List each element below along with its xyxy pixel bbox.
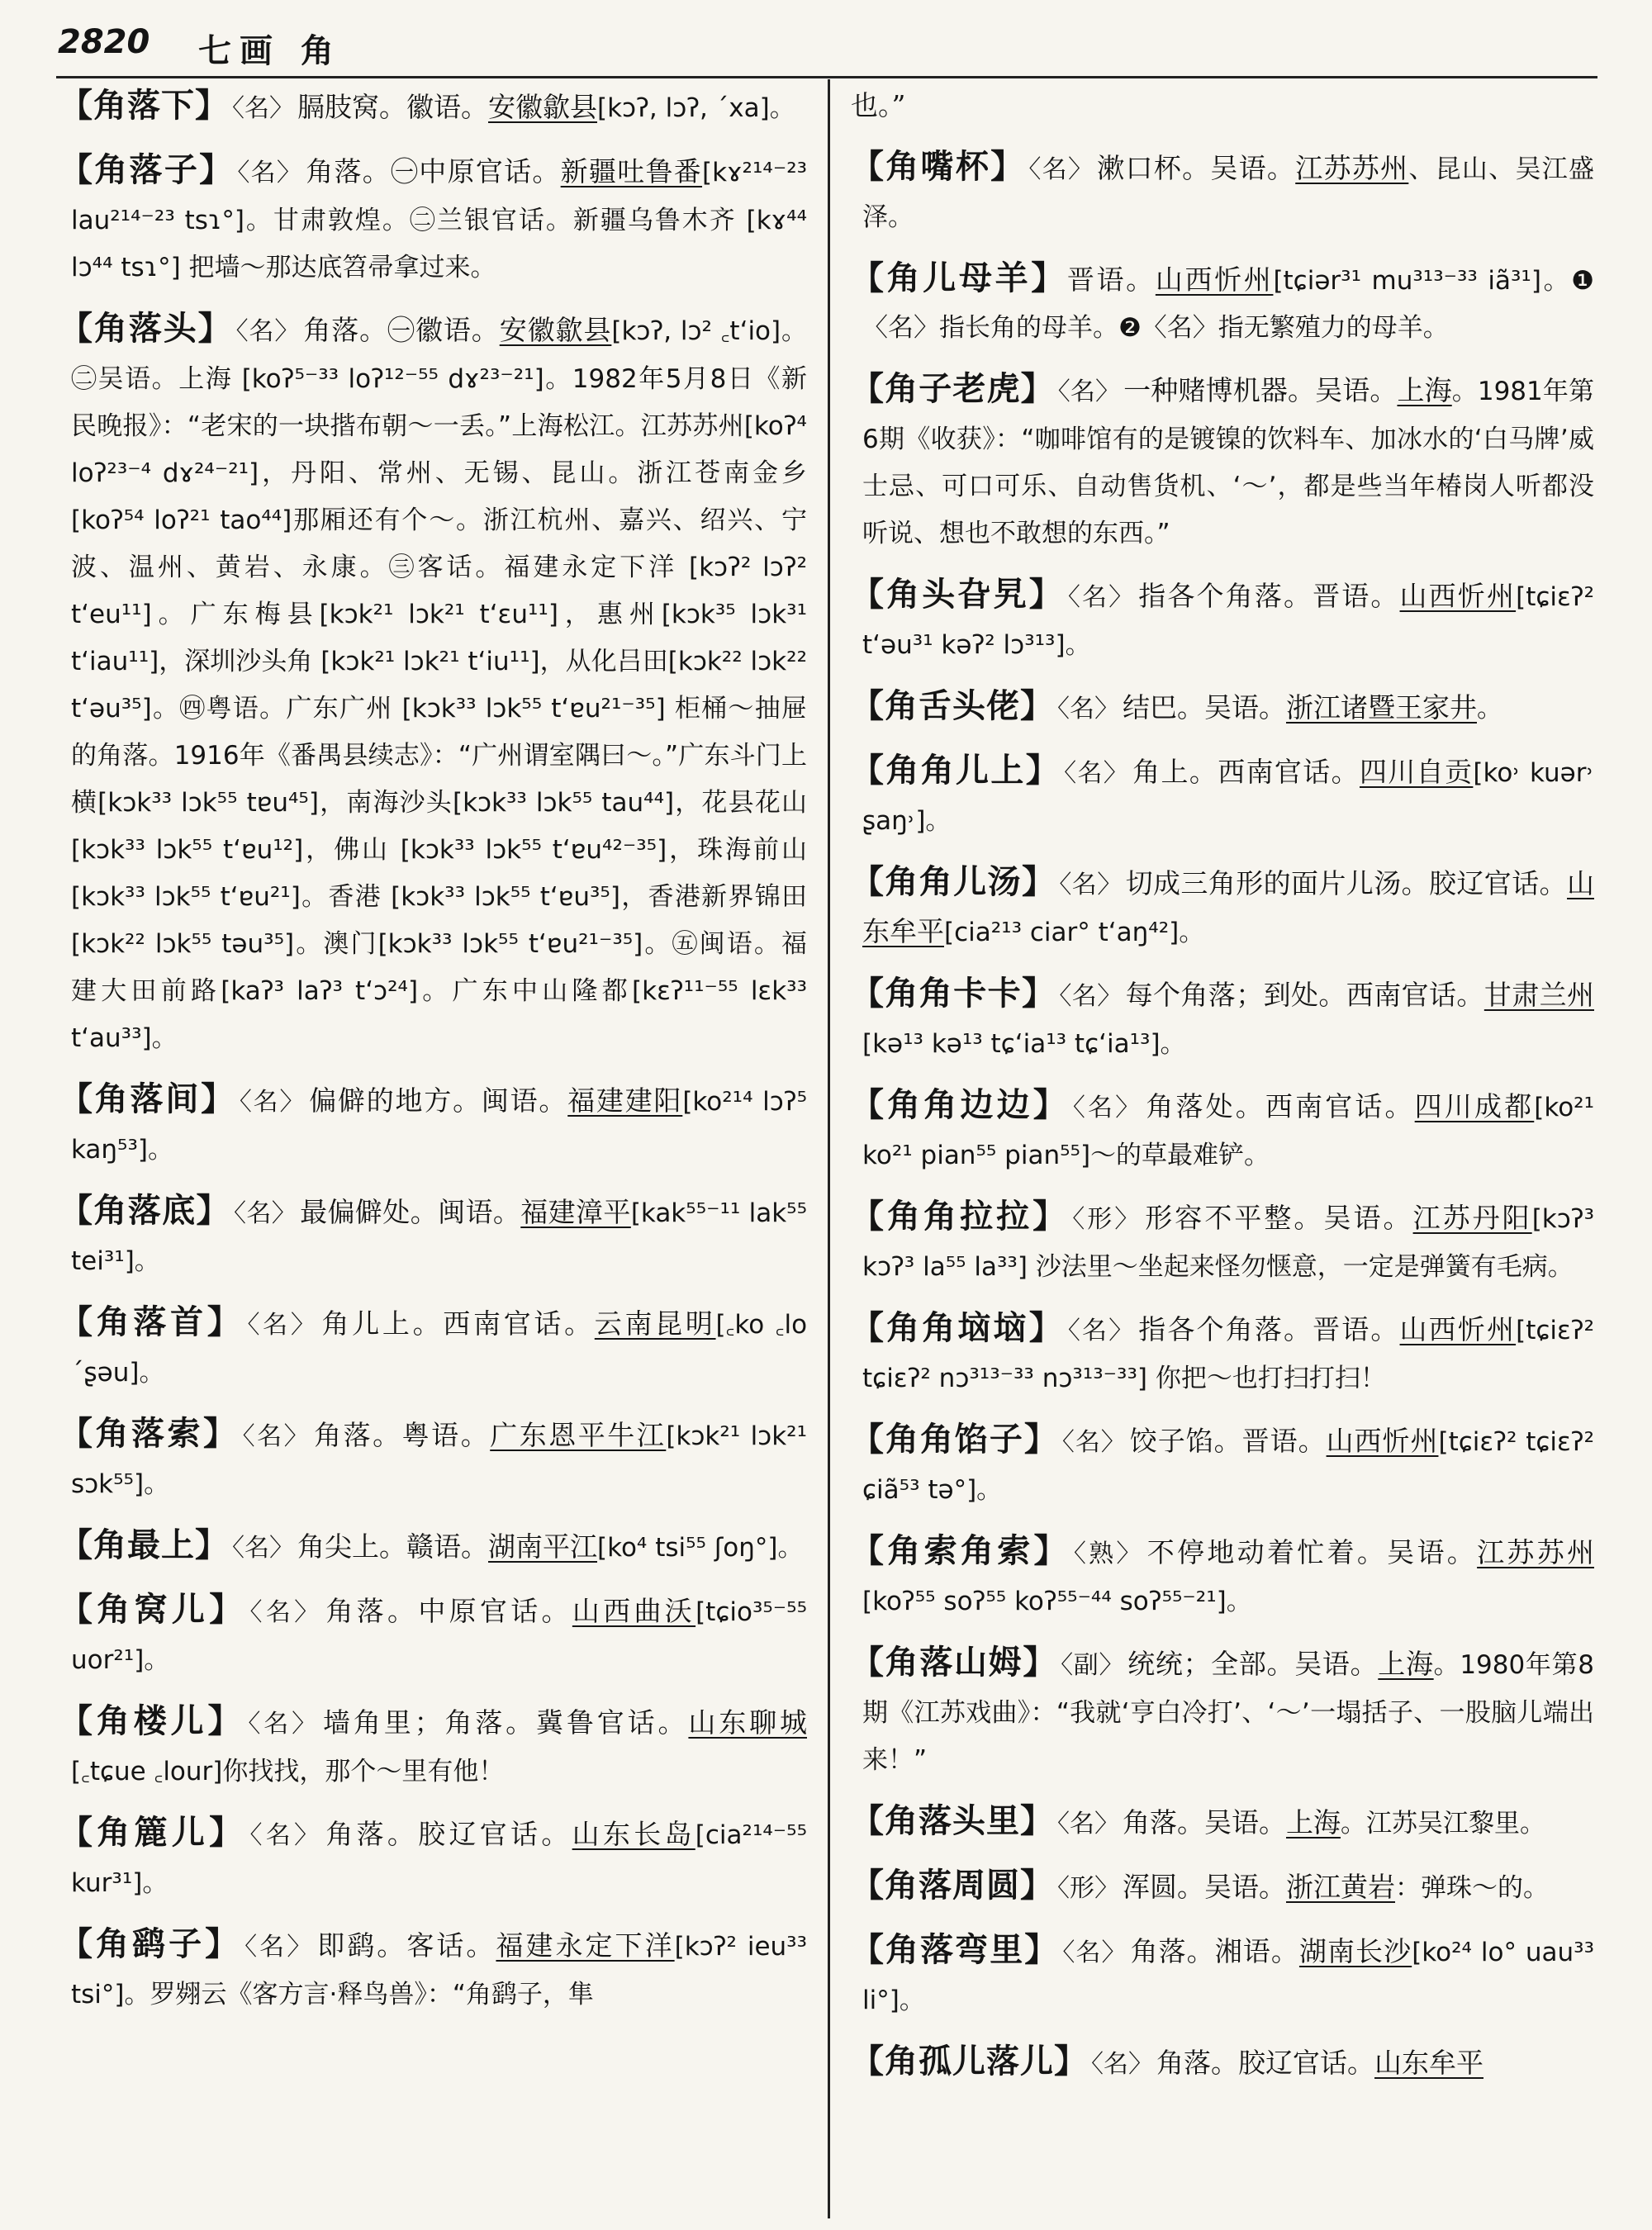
dictionary-entry	[59, 1522, 807, 1572]
entry-definition: 角上。西南官话。	[1132, 756, 1360, 788]
entry-headword: 【角落子】	[59, 151, 235, 189]
entry-definition: 也。”	[851, 89, 906, 121]
entry-pronunciation: 。	[1477, 694, 1502, 724]
entry-definition: 不停地动着忙着。吴语。	[1146, 1536, 1478, 1568]
entry-headword: 【角角边边】	[851, 1086, 1070, 1124]
dictionary-entry	[851, 1927, 1594, 2024]
entry-definition: 一种赌博机器。吴语。	[1123, 374, 1398, 406]
entry-pronunciation: [ko²⁴ lo° uau³³ li°]。	[862, 1938, 1594, 2015]
part-of-speech: 〈名〉	[235, 317, 301, 346]
dialect-location: 四川自贡	[1359, 756, 1474, 788]
entry-definition: 结巴。吴语。	[1123, 691, 1286, 724]
entry-pronunciation: 、昆山、吴江盛泽。	[862, 154, 1594, 232]
dictionary-entry	[59, 1698, 807, 1795]
dictionary-entry	[851, 683, 1594, 733]
entry-definition: 角落处。西南官话。	[1146, 1090, 1415, 1122]
entry-definition: 最偏僻处。闽语。	[300, 1196, 521, 1228]
dialect-location: 新疆吐鲁番	[560, 155, 703, 187]
entry-definition: 饺子馅。晋语。	[1129, 1425, 1327, 1457]
dictionary-entry	[59, 147, 807, 291]
entry-pronunciation: [kak⁵⁵⁻¹¹ lak⁵⁵ tei³¹]。	[71, 1198, 807, 1276]
entry-headword: 【角窝儿】	[59, 1591, 247, 1629]
dictionary-entry	[851, 970, 1594, 1067]
entry-headword: 【角簏儿】	[59, 1814, 247, 1852]
part-of-speech: 〈形〉	[1057, 1874, 1119, 1903]
entry-pronunciation: [kɔʔ³ kɔʔ³ la⁵⁵ la³³] 沙法里～坐起来怪勿惬意，一定是弹簧有毛病。	[862, 1204, 1594, 1282]
dialect-location: 湖南平江	[488, 1530, 597, 1563]
entry-headword: 【角落山姆】	[851, 1644, 1058, 1682]
entry-pronunciation: [kə¹³ kə¹³ tɕʻia¹³ tɕʻia¹³]。	[862, 1029, 1186, 1059]
entry-pronunciation: [cia²¹⁴⁻⁵⁵ kur³¹]。	[71, 1820, 807, 1898]
dictionary-entry	[59, 1587, 807, 1683]
dictionary-entry	[59, 1299, 807, 1396]
entry-definition: 偏僻的地方。闽语。	[309, 1084, 568, 1117]
dialect-location: 浙江黄岩	[1286, 1871, 1395, 1903]
entry-pronunciation: [tɕiər³¹ mu³¹³⁻³³ iã³¹]。❶〈名〉指长角的母羊。❷〈名〉指无繁殖力的母羊。	[862, 266, 1594, 343]
dictionary-entry	[851, 2038, 1594, 2088]
entry-headword: 【角落弯里】	[851, 1931, 1060, 1969]
entry-pronunciation: [kɔʔ, lɔ² ꜀tʻio]。㊁吴语。上海 [koʔ⁵⁻³³ loʔ¹²⁻⁵⁵ dɤ²³⁻²¹]。1982年5月8日《新民晚报》：“老宋的一块揩布朝～一丢。”上海松江。江苏苏州[koʔ⁴ loʔ²³⁻⁴ dɤ²⁴⁻²¹]，丹阳、常州、无锡、昆山。浙江苍南金乡 [koʔ⁵⁴ loʔ²¹ tao⁴⁴]那厢还有个～。浙江杭州、嘉兴、绍兴、宁波、温州、黄岩、永康。㊂客话。福建永定下洋 [kɔʔ² lɔʔ² tʻeu¹¹]。广东梅县[kɔk²¹ lɔk²¹ tʻɛu¹¹]，惠州[kɔk³⁵ lɔk³¹ tʻiau¹¹]，深圳沙头角 [kɔk²¹ lɔk²¹ tʻiu¹¹]，从化吕田[kɔk²² lɔk²² tʻəu³⁵]。㊃粤语。广东广州 [kɔk³³ lɔk⁵⁵ tʻɐu²¹⁻³⁵] 柜桶～抽屉的角落。1916年《番禺县续志》：“广州谓室隅曰～。”广东斗门上横[kɔk³³ lɔk⁵⁵ tɐu⁴⁵]，南海沙头[kɔk³³ lɔk⁵⁵ tau⁴⁴]，花县花山[kɔk³³ lɔk⁵⁵ tʻɐu¹²]，佛山 [kɔk³³ lɔk⁵⁵ tʻɐu⁴²⁻³⁵]，珠海前山 [kɔk³³ lɔk⁵⁵ tʻɐu²¹]。香港 [kɔk³³ lɔk⁵⁵ tʻɐu³⁵]，香港新界锦田 [kɔk²² lɔk⁵⁵ təu³⁵]。澳门[kɔk³³ lɔk⁵⁵ tʻɐu²¹⁻³⁵]。㊄闽语。福建大田前路[kaʔ³ laʔ³ tʻɔ²⁴]。广东中山隆都[kɛʔ¹¹⁻⁵⁵ lɛk³³ tʻau³³]。	[71, 316, 807, 1053]
dialect-location: 山西忻州	[1399, 1313, 1517, 1345]
entry-definition: 角儿上。西南官话。	[321, 1307, 595, 1340]
entry-pronunciation: 。江苏吴江黎里。	[1341, 1809, 1545, 1839]
part-of-speech: 〈名〉	[1059, 982, 1123, 1011]
entry-headword: 【角鹞子】	[59, 1925, 242, 1963]
entry-definition: 角落。胶辽官话。	[325, 1818, 572, 1850]
dialect-location: 山西忻州	[1399, 580, 1517, 612]
entry-pronunciation: [tɕiɛʔ² tɕiɛʔ² ɕiã⁵³ tə°]。	[862, 1427, 1594, 1505]
dialect-location: 广东恩平牛江	[490, 1419, 667, 1451]
entry-definition: 指各个角落。晋语。	[1138, 1313, 1400, 1345]
dialect-location: 甘肃兰州	[1483, 979, 1594, 1011]
dictionary-entry	[851, 572, 1594, 668]
entry-pronunciation: [koʔ⁵⁵ soʔ⁵⁵ koʔ⁵⁵⁻⁴⁴ soʔ⁵⁵⁻²¹]。	[862, 1587, 1252, 1616]
entry-definition: 晋语。	[1066, 263, 1156, 296]
dialect-location: 江苏苏州	[1477, 1536, 1594, 1568]
entry-definition: 即鹞。客话。	[317, 1929, 496, 1962]
entry-pronunciation: [tɕio³⁵⁻⁵⁵ uor²¹]。	[71, 1597, 807, 1675]
entry-headword: 【角落头里】	[851, 1802, 1054, 1840]
part-of-speech: 〈名〉	[249, 1821, 323, 1850]
dictionary-entry	[851, 144, 1594, 240]
dialect-location: 山东长岛	[572, 1818, 695, 1850]
part-of-speech: 〈名〉	[237, 159, 303, 187]
header-rule	[56, 76, 1597, 78]
entry-pronunciation: [cia²¹³ ciar° tʻaŋ⁴²]。	[944, 918, 1205, 947]
dictionary-entry	[59, 1076, 807, 1173]
dictionary-entry	[851, 1193, 1594, 1290]
page-header	[58, 18, 1594, 73]
entry-definition: 统统；全部。吴语。	[1127, 1648, 1379, 1680]
entry-headword: 【角最上】	[59, 1526, 229, 1564]
entry-definition: 角落。㊀徽语。	[303, 314, 500, 346]
left-column	[59, 83, 807, 2222]
entry-headword: 【角落索】	[59, 1415, 240, 1453]
dialect-location: 山东牟平	[862, 867, 1594, 947]
part-of-speech: 〈名〉	[244, 1933, 315, 1962]
entry-definition: 角落。中原官话。	[325, 1595, 572, 1627]
entry-pronunciation: 。1980年第8期《江苏戏曲》：“我就‘亨白冷打’、‘～’一塌括子、一股脑儿端出来！”	[862, 1650, 1594, 1775]
dictionary-entry	[851, 859, 1594, 956]
dialect-location: 湖南长沙	[1298, 1935, 1412, 1967]
entry-headword: 【角落底】	[59, 1192, 230, 1230]
part-of-speech: 〈名〉	[233, 1199, 297, 1228]
dialect-location: 山西忻州	[1326, 1425, 1439, 1457]
entry-definition: 墙角里；角落。冀鲁官话。	[322, 1706, 689, 1739]
dictionary-entry	[851, 1639, 1594, 1783]
entry-headword: 【角楼儿】	[59, 1702, 245, 1740]
entry-definition: 膈肢窝。徽语。	[297, 91, 488, 123]
part-of-speech: 〈名〉	[1057, 1810, 1119, 1839]
dialect-location: 安徽歙县	[488, 91, 597, 123]
entry-pronunciation: [kɤ²¹⁴⁻²³ lau²¹⁴⁻²³ tsɿ°]。甘肃敦煌。㊁兰银官话。新疆乌鲁木齐 [kɤ⁴⁴ lɔ⁴⁴ tsɿ°] 把墙～那达底笤帚拿过来。	[71, 158, 807, 282]
part-of-speech: 〈名〉	[249, 1598, 323, 1627]
dialect-location: 云南昆明	[594, 1307, 716, 1340]
dictionary-entry	[59, 1411, 807, 1507]
entry-definition: 形容不平整。吴语。	[1145, 1202, 1413, 1234]
dictionary-entry	[851, 1798, 1594, 1848]
dictionary-entry	[59, 83, 807, 132]
entry-headword: 【角角卡卡】	[851, 975, 1056, 1013]
entry-pronunciation: [꜀tɕue ꜀lour]你找找，那个～里有他！	[71, 1757, 505, 1786]
dialect-location: 山东聊城	[688, 1706, 807, 1739]
dictionary-entry	[851, 1862, 1594, 1912]
part-of-speech: 〈名〉	[1061, 1428, 1127, 1457]
right-column	[851, 83, 1594, 2222]
entry-headword: 【角角垴垴】	[851, 1309, 1065, 1347]
entry-definition: 角落。㊀中原官话。	[306, 155, 561, 187]
entry-headword: 【角落下】	[59, 87, 229, 125]
entry-headword: 【角落间】	[59, 1080, 236, 1118]
entry-headword: 【角角馅子】	[851, 1421, 1059, 1459]
entry-headword: 【角嘴杯】	[851, 148, 1026, 186]
entry-definition: 每个角落；到处。西南官话。	[1125, 979, 1484, 1011]
entry-pronunciation: [ko˒ kuər˒ ʂaŋ˒]。	[862, 758, 1594, 836]
entry-pronunciation: [꜀ko ꜀lo ˊʂəu]。	[71, 1310, 807, 1388]
dialect-location: 山西忻州	[1155, 263, 1274, 296]
part-of-speech: 〈名〉	[232, 1534, 294, 1563]
page-number: 2820	[58, 23, 150, 61]
part-of-speech: 〈名〉	[232, 94, 294, 123]
entry-pronunciation: [tɕiɛʔ² tɕiɛʔ² nɔ³¹³⁻³³ nɔ³¹³⁻³³] 你把～也打扫打扫！	[862, 1316, 1594, 1393]
dialect-location: 江苏苏州	[1295, 152, 1409, 184]
dialect-location: 江苏丹阳	[1412, 1202, 1532, 1234]
dictionary-entry	[59, 306, 807, 1061]
dictionary-entry	[59, 1810, 807, 1906]
entry-headword: 【角角儿上】	[851, 752, 1061, 790]
part-of-speech: 〈名〉	[1028, 155, 1094, 184]
part-of-speech: 〈副〉	[1061, 1651, 1125, 1680]
dialect-location: 福建漳平	[520, 1196, 631, 1228]
dictionary-entry	[851, 1305, 1594, 1402]
dialect-location: 上海	[1286, 1806, 1341, 1839]
part-of-speech: 〈名〉	[1062, 1938, 1127, 1967]
part-of-speech: 〈熟〉	[1073, 1540, 1144, 1568]
dictionary-entry	[851, 83, 1594, 129]
part-of-speech: 〈名〉	[248, 1710, 320, 1739]
dialect-location: 福建建阳	[567, 1084, 683, 1117]
entry-definition: 漱口杯。吴语。	[1097, 152, 1296, 184]
part-of-speech: 〈名〉	[1057, 695, 1119, 724]
dictionary-entry	[851, 1528, 1594, 1625]
entry-headword: 【角落首】	[59, 1303, 244, 1341]
entry-pronunciation: ：弹珠～的。	[1395, 1873, 1549, 1903]
entry-headword: 【角孤儿落儿】	[851, 2043, 1088, 2081]
part-of-speech: 〈名〉	[1064, 759, 1130, 788]
part-of-speech: 〈名〉	[1067, 1317, 1136, 1345]
entry-headword: 【角儿母羊】	[851, 259, 1067, 297]
dictionary-entry	[851, 1416, 1594, 1513]
dictionary-entry	[851, 1082, 1594, 1179]
entry-pronunciation: [ko⁴ tsi⁵⁵ ʃoŋ°]。	[597, 1533, 804, 1563]
column-divider	[828, 79, 830, 2218]
entry-headword: 【角索角索】	[851, 1532, 1070, 1570]
dialect-location: 上海	[1378, 1648, 1434, 1680]
dialect-location: 安徽歙县	[499, 314, 612, 346]
entry-definition: 指各个角落。晋语。	[1138, 580, 1400, 612]
part-of-speech: 〈名〉	[242, 1422, 311, 1451]
dialect-location: 福建永定下洋	[496, 1929, 675, 1962]
entry-definition: 切成三角形的面片儿汤。胶辽官话。	[1125, 867, 1568, 899]
entry-definition: 角尖上。赣语。	[297, 1530, 488, 1563]
part-of-speech: 〈形〉	[1072, 1205, 1142, 1234]
entry-pronunciation: [kɔk²¹ lɔk²¹ sɔk⁵⁵]。	[71, 1421, 807, 1499]
dictionary-entry	[59, 1188, 807, 1284]
entry-headword: 【角舌头佬】	[851, 687, 1054, 725]
entry-pronunciation: [kɔʔ² ieu³³ tsi°]。罗翙云《客方言·释鸟兽》：“角鹞子，隼	[71, 1932, 807, 2009]
part-of-speech: 〈名〉	[1067, 583, 1136, 612]
entry-definition: 浑圆。吴语。	[1123, 1871, 1286, 1903]
part-of-speech: 〈名〉	[1057, 377, 1121, 406]
entry-headword: 【角落周圆】	[851, 1867, 1054, 1905]
dictionary-entry	[851, 747, 1594, 844]
part-of-speech: 〈名〉	[239, 1088, 306, 1117]
entry-pronunciation: 。1981年第6期《收获》：“咖啡馆有的是镀镍的饮料车、加冰水的‘白马牌’威士忌、可口可乐、自动售货机、‘～’，都是些当年椿岗人听都没听说、想也不敢想的东西。”	[862, 377, 1594, 548]
dictionary-entry	[851, 366, 1594, 557]
dialect-location: 浙江诸暨王家井	[1286, 691, 1477, 724]
dialect-location: 山东牟平	[1374, 2047, 1483, 2079]
part-of-speech: 〈名〉	[1072, 1094, 1143, 1122]
part-of-speech: 〈名〉	[1059, 871, 1123, 899]
dialect-location: 山西曲沃	[572, 1595, 696, 1627]
dialect-location: 四川成都	[1414, 1090, 1535, 1122]
entry-pronunciation: [ko²¹⁴ lɔʔ⁵ kaŋ⁵³]。	[71, 1087, 807, 1165]
entry-definition: 角落。粤语。	[314, 1419, 491, 1451]
entry-headword: 【角头旮旯】	[851, 576, 1065, 614]
entry-pronunciation: [kɔʔ, lɔʔ, ˊxa]。	[597, 93, 795, 123]
entry-definition: 角落。胶辽官话。	[1156, 2047, 1374, 2079]
entry-headword: 【角角儿汤】	[851, 863, 1056, 901]
running-head: 七画 角	[198, 31, 342, 70]
entry-definition: 角落。吴语。	[1123, 1806, 1286, 1839]
entry-headword: 【角落头】	[59, 310, 233, 348]
entry-headword: 【角角拉拉】	[851, 1198, 1070, 1236]
entry-headword: 【角子老虎】	[851, 370, 1055, 408]
dictionary-entry	[59, 1921, 807, 2018]
part-of-speech: 〈名〉	[247, 1311, 319, 1340]
entry-pronunciation: [ko²¹ ko²¹ pian⁵⁵ pian⁵⁵]～的草最难铲。	[862, 1093, 1594, 1170]
dialect-location: 上海	[1397, 374, 1452, 406]
entry-definition: 角落。湘语。	[1130, 1935, 1299, 1967]
entry-pronunciation: [tɕiɛʔ² tʻəu³¹ kəʔ² lɔ³¹³]。	[862, 582, 1594, 660]
part-of-speech: 〈名〉	[1091, 2050, 1153, 2079]
dictionary-entry	[851, 255, 1594, 351]
